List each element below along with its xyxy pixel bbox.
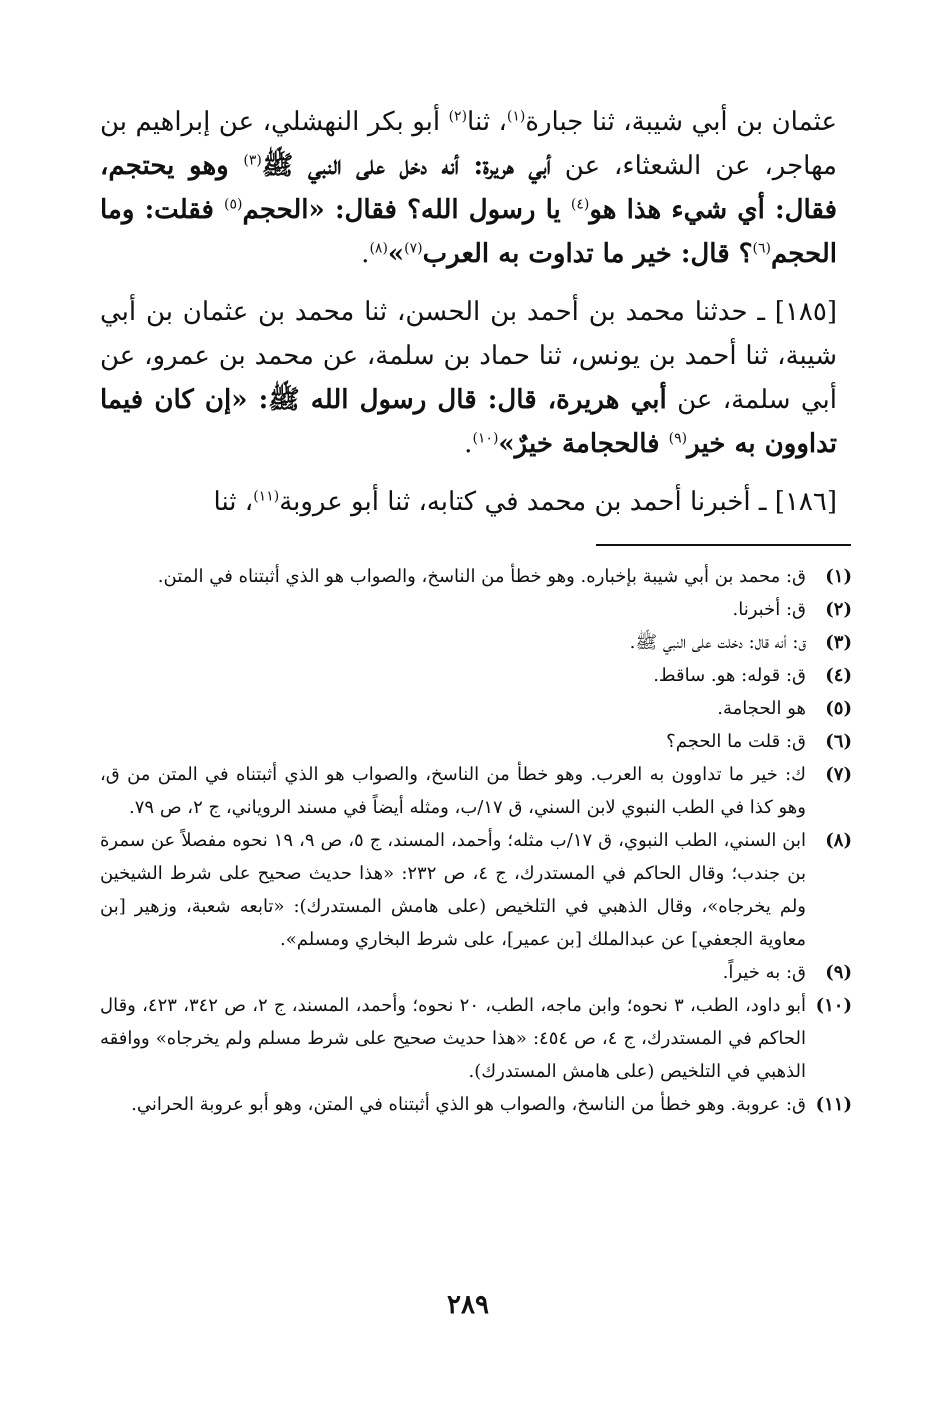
text-run: [١٨٥] ـ حدثنا محمد بن أحمد بن الحسن، ثنا محمد بن عثمان بن أبي شيبة، ثنا أحمد بن يونس، ثنا حماد بن سلمة، عن محمد بن عمرو، عن أبي سلمة، عن (100, 297, 837, 415)
text-run: . (361, 239, 370, 269)
footnote-ref: (٣) (243, 152, 262, 169)
footnote-ref: (١٠) (472, 430, 499, 447)
footnote-ref: (٧) (404, 240, 423, 257)
footnote-text: ق: قلت ما الحجم؟ (666, 731, 806, 752)
footnote-number: (٧) (825, 764, 852, 785)
footnote-number: (٨) (825, 830, 852, 851)
footnote-ref: (٥) (224, 196, 243, 213)
bold-text: وهو يحتجم، فقال: أي شيء هذا هو (100, 151, 837, 225)
footnote-ref: (٤) (570, 196, 590, 213)
paragraph (100, 480, 837, 524)
footnote-text: ق: أنه قال: دخلت على النبي ﷺ. (629, 632, 806, 653)
footnote-ref: (١) (506, 108, 526, 125)
footnote-separator (596, 544, 851, 546)
footnote-ref: (٨) (369, 240, 388, 257)
footnote-number: (٦) (825, 731, 852, 752)
footnote-number: (٩) (825, 962, 852, 983)
paragraph (100, 290, 837, 466)
text-run: [١٨٦] ـ أخبرنا أحمد بن محمد في كتابه، ثنا أبو عروبة (279, 487, 837, 517)
footnote (100, 824, 852, 956)
footnote (100, 1088, 852, 1121)
footnote (100, 560, 852, 593)
bold-text: فالحجامة خيرٌ» (498, 429, 669, 459)
paragraph (100, 100, 837, 276)
footnote (100, 692, 852, 725)
footnote-text: ق: أخبرنا. (732, 599, 806, 620)
footnote-text: ابن السني، الطب النبوي، ق ١٧/ب مثله؛ وأحمد، المسند، ج ٥، ص ٩، ١٩ نحوه مفصلاً عن سمرة بن جندب؛ وقال الحاكم في المستدرك، ج ٤، ص ٢٣٢: «هذا حديث صحيح على شرط الشيخين ولم يخرجاه»، وقال الذهبي في التلخيص (على هامش المستدرك): «تابعه شعبة، وزهير [بن معاوية الجعفي] عن عبدالملك [بن عمير]، على شرط البخاري ومسلم». (100, 830, 807, 950)
bold-text: » (387, 239, 405, 269)
footnote-number: (١١) (815, 1094, 852, 1115)
footnote-ref: (١١) (253, 488, 280, 505)
footnotes-list (100, 560, 852, 1121)
footnote-number: (٢) (825, 599, 852, 620)
bold-text: أبي هريرة، قال: قال رسول الله ﷺ: «إن كان فيما تداوون به خير (100, 385, 837, 459)
bold-text: أبي هريرة: أنه دخل على النبي ﷺ (261, 151, 551, 181)
footnote-number: (٣) (825, 632, 852, 653)
footnote-text: ق: به خيراً. (722, 962, 806, 983)
footnote (100, 593, 852, 626)
text-run: ، ثنا (467, 107, 507, 137)
bold-text: يا رسول الله؟ فقال: «الحجم (242, 195, 571, 225)
footnote (100, 956, 852, 989)
footnote-number: (٥) (825, 698, 852, 719)
footnote-text: ق: محمد بن أبي شيبة بإخباره. وهو خطأ من الناسخ، والصواب هو الذي أثبتناه في المتن. (157, 566, 806, 587)
footnote-number: (٤) (825, 665, 852, 686)
footnote-text: ق: قوله: هو. ساقط. (653, 665, 806, 686)
text-run: أبو بكر النهشلي، عن إبراهيم بن مهاجر، عن الشعثاء، عن (100, 107, 837, 181)
footnote-number: (١٠) (815, 995, 852, 1016)
footnote-ref: (٦) (752, 240, 771, 257)
main-text (100, 100, 837, 538)
page-number: ٢٨٩ (447, 1290, 489, 1320)
footnote-ref: (٢) (448, 108, 468, 125)
footnote (100, 626, 852, 659)
text-run: ، ثنا (213, 487, 254, 517)
footnote (100, 659, 852, 692)
footnote-ref: (٩) (668, 430, 688, 447)
text-run: . (464, 429, 473, 459)
footnote-text: هو الحجامة. (717, 698, 806, 719)
bold-text: ؟ قال: خير ما تداوت به العرب (422, 239, 753, 269)
footnote-text: أبو داود، الطب، ٣ نحوه؛ وابن ماجه، الطب، ٢٠ نحوه؛ وأحمد، المسند، ج ٢، ص ٣٤٢، ٤٢٣، وقال الحاكم في المستدرك، ج ٤، ص ٤٥٤: «هذا حديث صحيح على شرط مسلم ولم يخرجاه» ووافقه الذهبي في التلخيص (على هامش المستدرك). (100, 995, 807, 1082)
footnote (100, 989, 852, 1088)
footnote-number: (١) (825, 566, 852, 587)
footnote-text: ق: عروبة. وهو خطأ من الناسخ، والصواب هو الذي أثبتناه في المتن، وهو أبو عروبة الحراني. (131, 1094, 806, 1115)
text-run: عثمان بن أبي شيبة، ثنا جبارة (525, 107, 837, 137)
bold-text: فقلت: وما الحجم (100, 195, 837, 269)
footnote-text: ك: خير ما تداوون به العرب. وهو خطأ من الناسخ، والصواب هو الذي أثبتناه في المتن من ق، وهو كذا في الطب النبوي لابن السني، ق ١٧/ب، ومثله أيضاً في مسند الروياني، ج ٢، ص ٧٩. (100, 764, 806, 818)
footnote (100, 725, 852, 758)
footnote (100, 758, 852, 824)
